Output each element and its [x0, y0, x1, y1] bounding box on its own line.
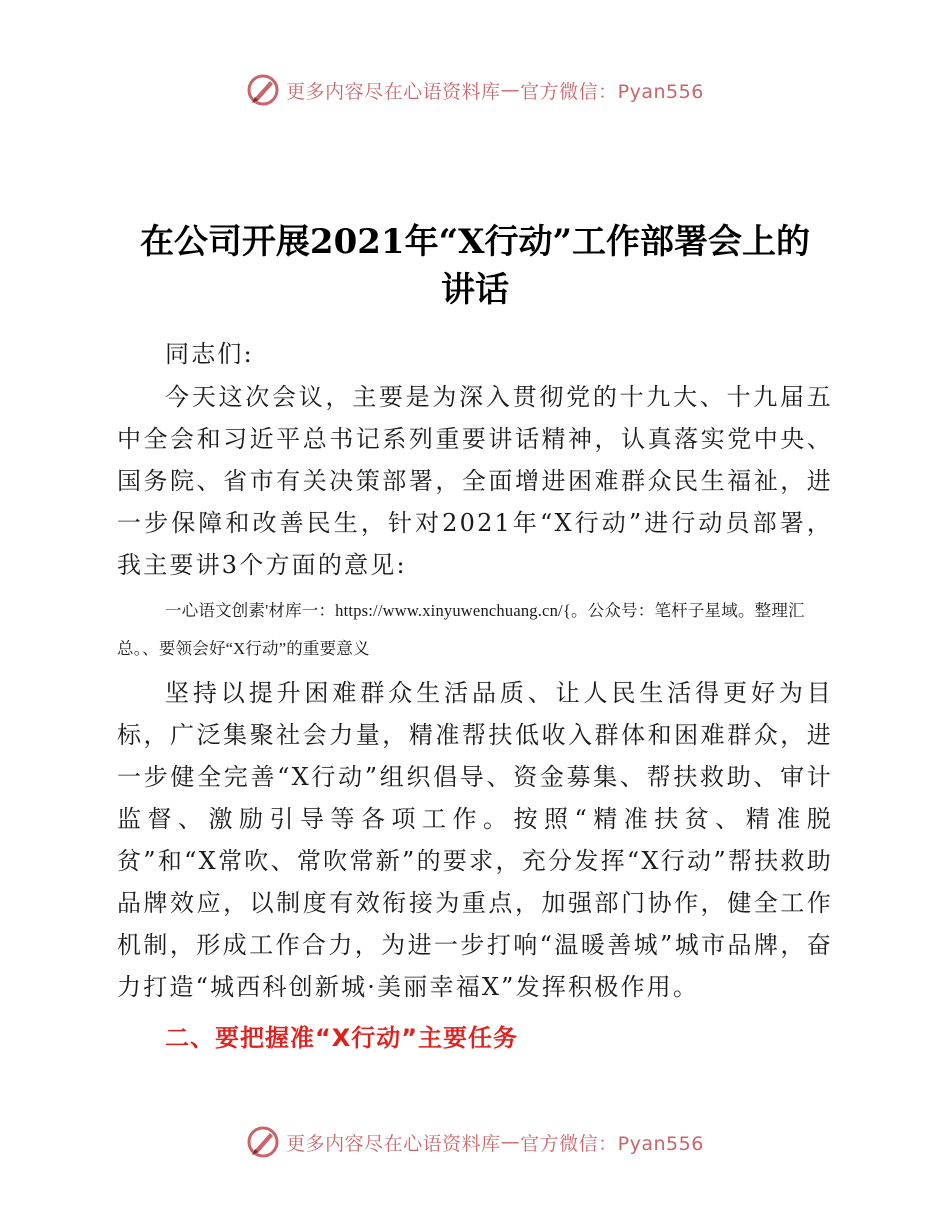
footer-banner-wechat: 官方微信：Pyan556 [520, 1132, 704, 1155]
footer-banner [0, 1122, 950, 1162]
greeting: 同志们: [165, 340, 254, 368]
document-title [100, 218, 850, 314]
title-line-2: 讲话 [441, 270, 509, 310]
pen-logo-icon [246, 1125, 280, 1159]
source-note: 一心语文创素'材库一：https://www.xinyuwenchuang.cn/{。公众号：笔杆子星域。整理汇总。、要领会好“X行动”的重要意义 [117, 601, 805, 658]
header-banner-text: 更多内容尽在心语资料库 [286, 80, 501, 103]
paragraph-significance: 坚持以提升困难群众生活品质、让人民生活得更好为目标，广泛集聚社会力量，精准帮扶低收入群体和困难群众，进一步健全完善“X行动”组织倡导、资金募集、帮扶救助、审计监督、激励引导等各项工作。按照“精准扶贫、精准脱贫”和“X常吹、常吹常新”的要求，充分发挥“X行动”帮扶救助品牌效应，以制度有效衔接为重点，加强部门协作，健全工作机制，形成工作合力，为进一步打响“温暖善城”城市品牌，奋力打造“城西科创新城·美丽幸福X”发挥积极作用。 [117, 679, 833, 1001]
pen-logo-icon [246, 73, 280, 107]
document-body [117, 333, 833, 1062]
header-banner-wechat: 官方微信：Pyan556 [520, 80, 704, 103]
header-banner-separator: — [500, 79, 521, 101]
header-banner [0, 70, 950, 110]
footer-banner-separator: — [500, 1131, 521, 1153]
title-line-1: 在公司开展2021年“X行动”工作部署会上的 [139, 222, 811, 262]
section-heading-2: 二、要把握准“X行动”主要任务 [165, 1024, 519, 1052]
footer-banner-text: 更多内容尽在心语资料库 [286, 1132, 501, 1155]
paragraph-intro: 今天这次会议，主要是为深入贯彻党的十九大、十九届五中全会和习近平总书记系列重要讲话精神，认真落实党中央、国务院、省市有关决策部署，全面增进困难群众民生福祉，进一步保障和改善民生，针对2021年“X行动”进行动员部署，我主要讲3个方面的意见: [117, 383, 833, 579]
